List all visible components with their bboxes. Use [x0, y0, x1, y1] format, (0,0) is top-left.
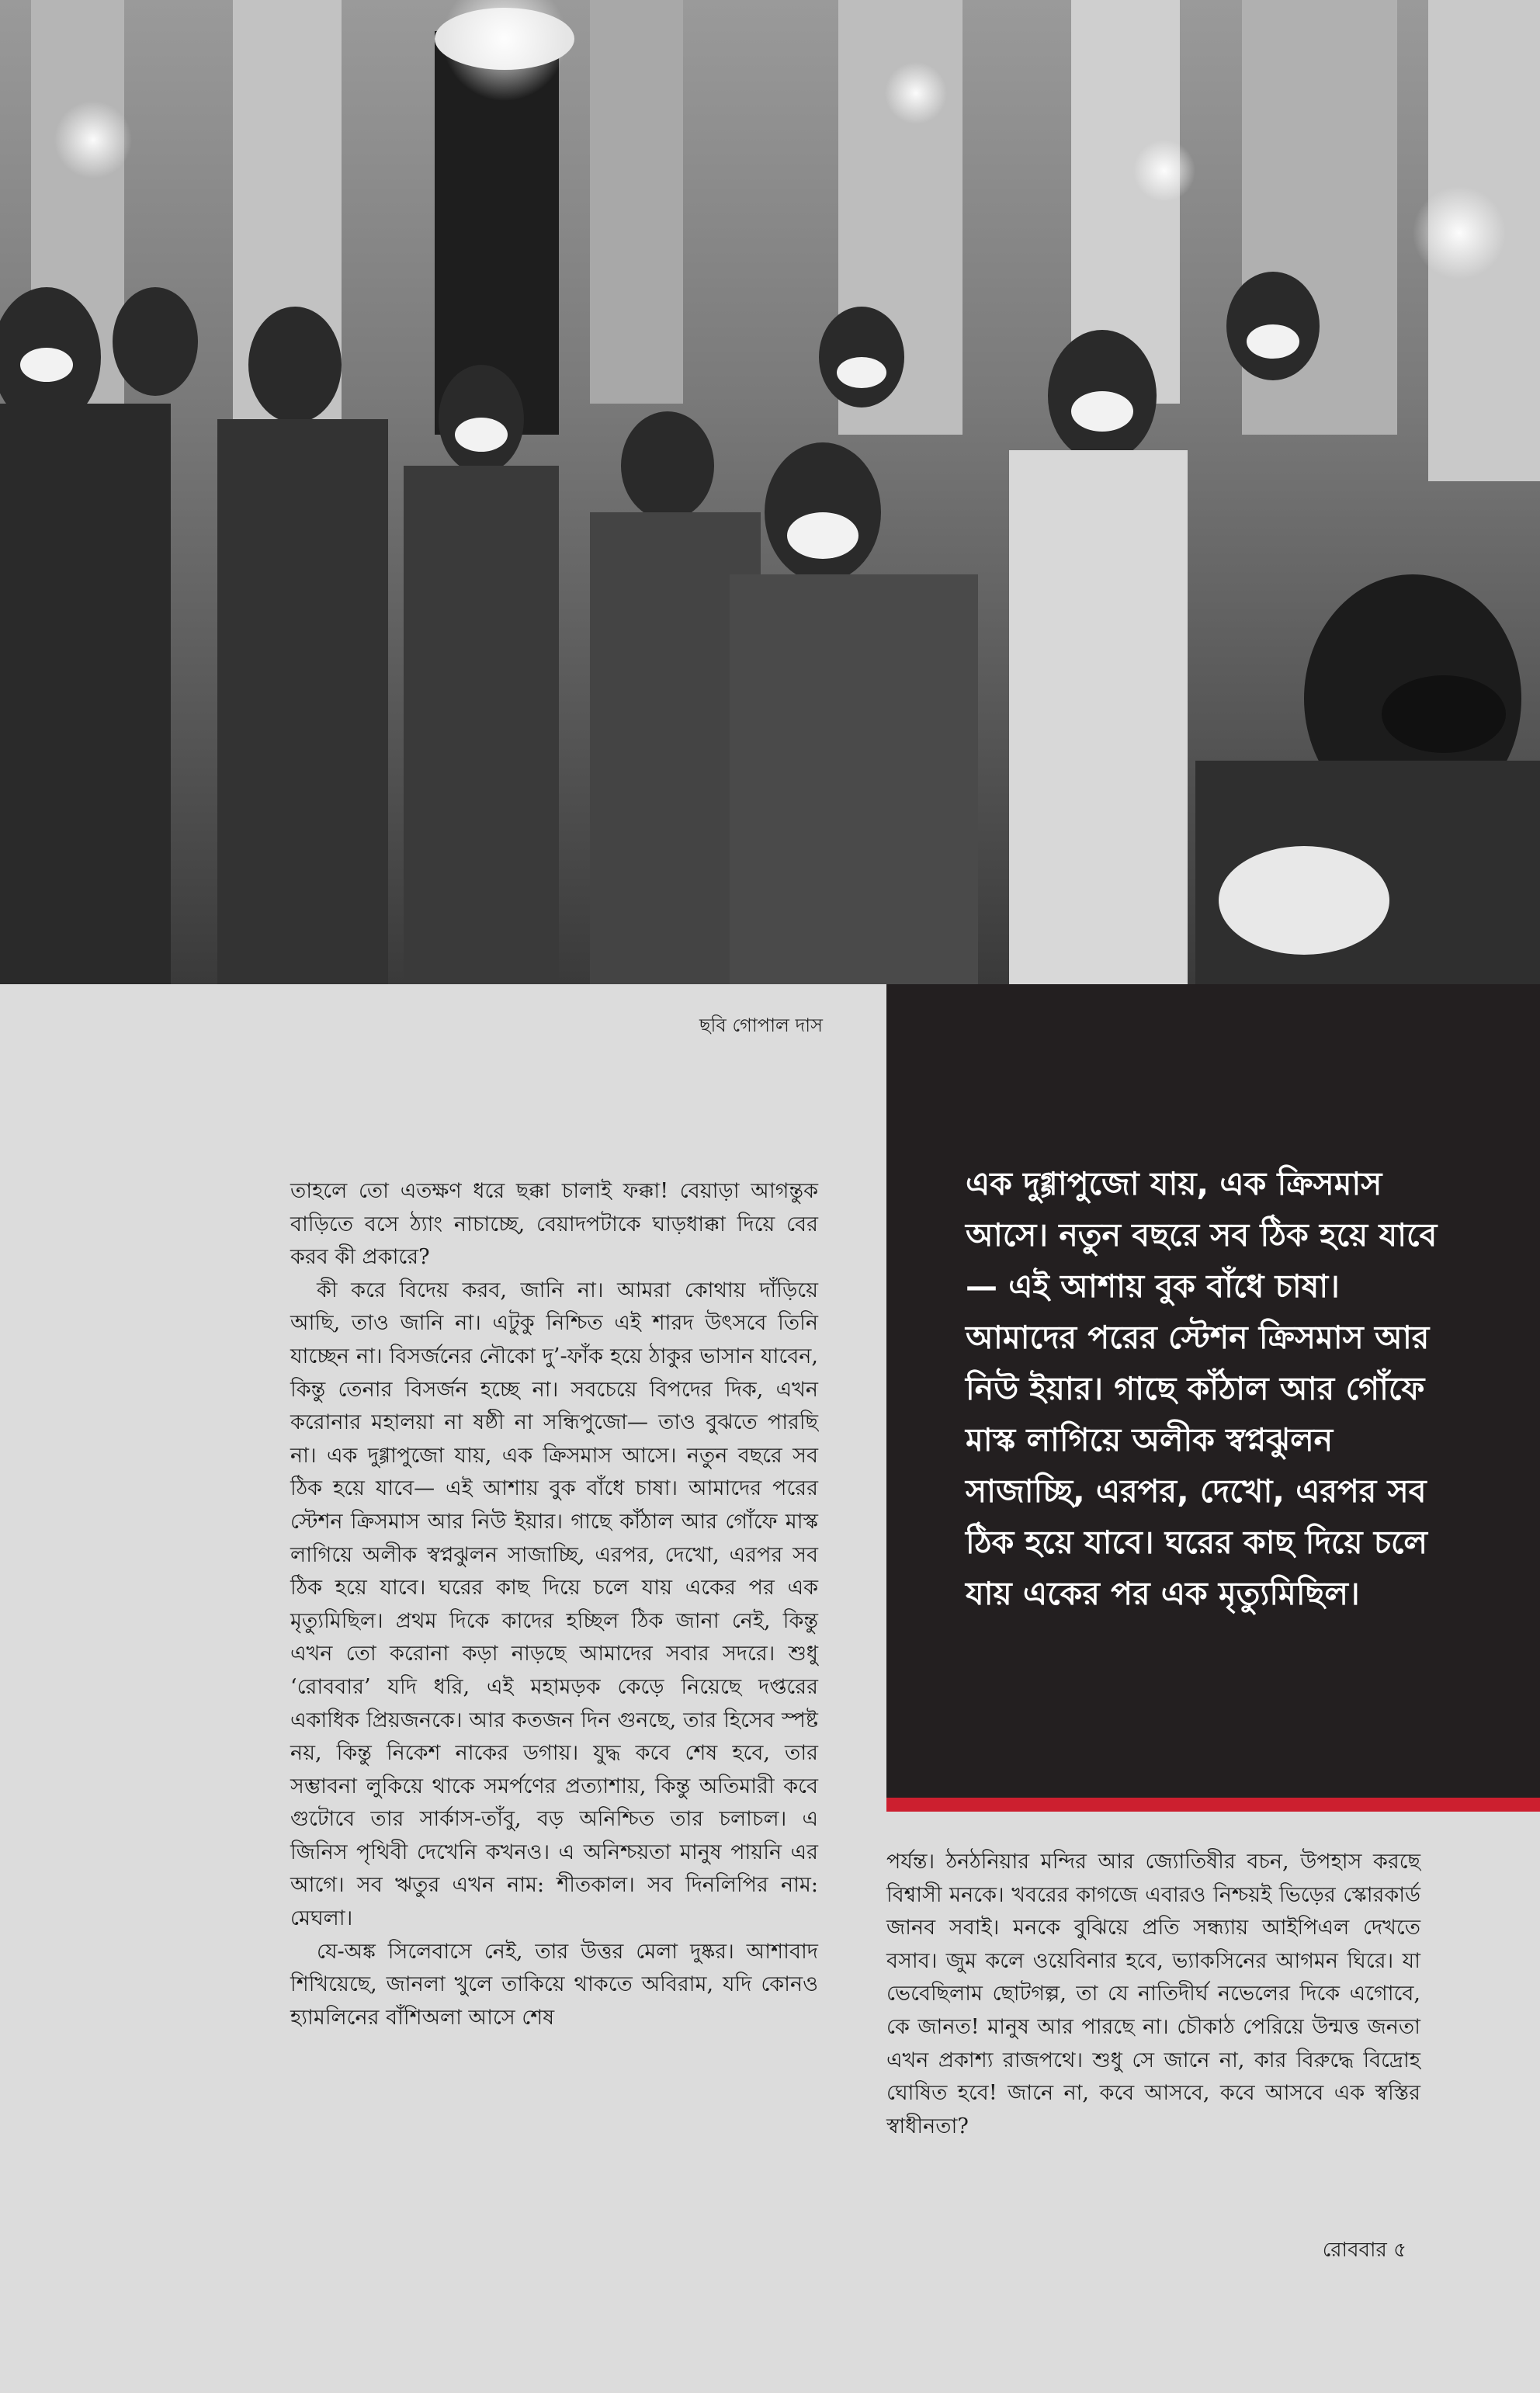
- page-footer: রোববার ৫: [1322, 2239, 1406, 2262]
- crowd-photo: [0, 0, 1540, 984]
- accent-red-bar: [886, 1798, 1540, 1812]
- article-paragraph: যে-অঙ্ক সিলেবাসে নেই, তার উত্তর মেলা দুষ্কর। আশাবাদ শিখিয়েছে, জানলা খুলে তাকিয়ে থাকতে অবিরাম, যদি কোনও হ্যামলিনের বাঁশিঅলা আসে শেষ: [290, 1939, 818, 2030]
- pull-quote-text: এক দুগ্গাপুজো যায়, এক ক্রিসমাস আসে। নতুন বছরে সব ঠিক হয়ে যাবে— এই আশায় বুক বাঁধে চাষা। আমাদের পরের স্টেশন ক্রিসমাস আর নিউ ইয়ার। গাছে কাঁঠাল আর গোঁফে মাস্ক লাগিয়ে অলীক স্বপ্নঝুলন সাজাচ্ছি, এরপর, দেখো, এরপর সব ঠিক হয়ে যাবে। ঘরের কাছ দিয়ে চলে যায় একের পর এক মৃত্যুমিছিল।: [966, 1165, 1438, 1612]
- crowd-photo-illustration: [0, 0, 1540, 984]
- article-column-left: [290, 1175, 818, 2034]
- pull-quote-box: [886, 984, 1540, 1805]
- article-paragraph: কী করে বিদেয় করব, জানি না। আমরা কোথায় দাঁড়িয়ে আছি, তাও জানি না। এটুকু নিশ্চিত এই শারদ উৎসবে তিনি যাচ্ছেন না। বিসর্জনের নৌকো দু’-ফাঁক হয়ে ঠাকুর ভাসান যাবেন, কিন্তু তেনার বিসর্জন হচ্ছে না। সবচেয়ে বিপদের দিক, এখন করোনার মহালয়া না ষষ্ঠী না সন্ধিপুজো— তাও বুঝতে পারছি না। এক দুগ্গাপুজো যায়, এক ক্রিসমাস আসে। নতুন বছরে সব ঠিক হয়ে যাবে— এই আশায় বুক বাঁধে চাষা। আমাদের পরের স্টেশন ক্রিসমাস আর নিউ ইয়ার। গাছে কাঁঠাল আর গোঁফে মাস্ক লাগিয়ে অলীক স্বপ্নঝুলন সাজাচ্ছি, এরপর, দেখো, এরপর সব ঠিক হয়ে যাবে। ঘরের কাছ দিয়ে চলে যায় একের পর এক মৃত্যুমিছিল। প্রথম দিকে কাদের হচ্ছিল ঠিক জানা নেই, কিন্তু এখন তো করোনা কড়া নাড়ছে আমাদের সবার সদরে। শুধু ‘রোববার’ যদি ধরি, এই মহামড়ক কেড়ে নিয়েছে দপ্তরের একাধিক প্রিয়জনকে। আর কতজন দিন গুনছে, তার হিসেব স্পষ্ট নয়, কিন্তু নিকেশ নাকের ডগায়। যুদ্ধ কবে শেষ হবে, তার সম্ভাবনা লুকিয়ে থাকে সমর্পণের প্রত্যাশায়, কিন্তু অতিমারী কবে গুটোবে তার সার্কাস-তাঁবু, বড় অনিশ্চিত তার চলাচল। এ জিনিস পৃথিবী দেখেনি কখনও। এ অনিশ্চয়তা মানুষ পায়নি এর আগে। সব ঋতুর এখন নাম: শীতকাল। সব দিনলিপির নাম: মেঘলা।: [290, 1278, 818, 1931]
- article-column-right: [886, 1846, 1420, 2143]
- photo-credit: ছবি গোপাল দাস: [699, 1014, 823, 1036]
- article-paragraph: তাহলে তো এতক্ষণ ধরে ছক্কা চালাই ফক্কা! বেয়াড়া আগন্তুক বাড়িতে বসে ঠ্যাং নাচাচ্ছে, বেয়াদপটাকে ঘাড়ধাক্কা দিয়ে বের করব কী প্রকারে?: [290, 1179, 818, 1270]
- article-paragraph: পর্যন্ত। ঠনঠনিয়ার মন্দির আর জ্যোতিষীর বচন, উপহাস করছে বিশ্বাসী মনকে। খবরের কাগজে এবারও নিশ্চয়ই ভিড়ের স্কোরকার্ড জানব সবাই। মনকে বুঝিয়ে প্রতি সন্ধ্যায় আইপিএল দেখতে বসাব। জুম কলে ওয়েবিনার হবে, ভ্যাকসিনের আগমন ঘিরে। যা ভেবেছিলাম ছোটগল্প, তা যে নাতিদীর্ঘ নভেলের দিকে এগোবে, কে জানত! মানুষ আর পারছে না। চৌকাঠ পেরিয়ে উন্মত্ত জনতা এখন প্রকাশ্য রাজপথে। শুধু সে জানে না, কার বিরুদ্ধে বিদ্রোহ ঘোষিত হবে! জানে না, কবে আসবে, কবে আসবে এক স্বস্তির স্বাধীনতা?: [886, 1850, 1420, 2138]
